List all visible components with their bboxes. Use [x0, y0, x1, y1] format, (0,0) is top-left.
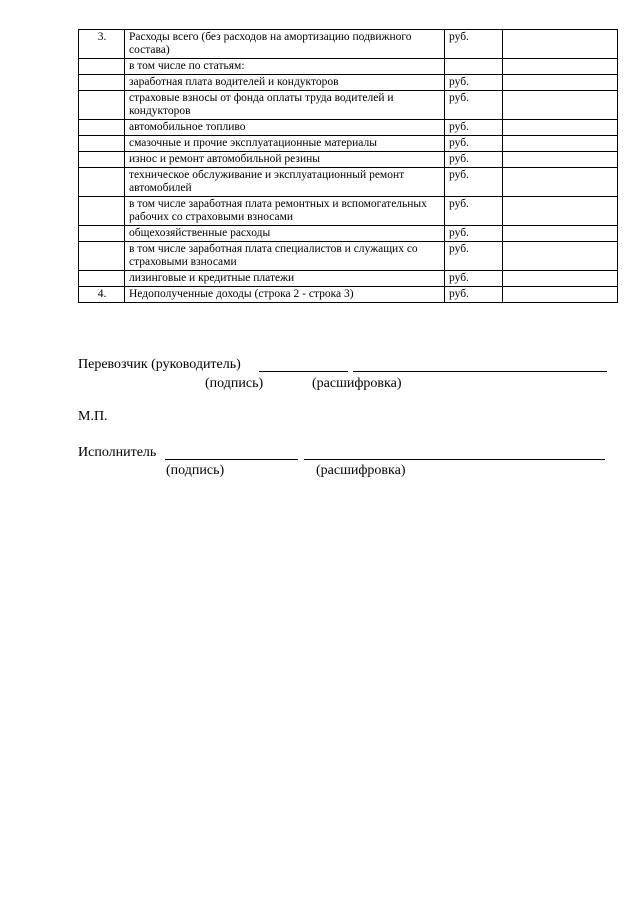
executor-signature-caption: (подпись): [166, 463, 225, 478]
row-unit: руб.: [445, 75, 503, 91]
table-row: [79, 30, 618, 59]
table-row: [79, 242, 618, 271]
row-unit: [445, 59, 503, 75]
stamp-mark: М.П.: [78, 409, 108, 424]
table-row: [79, 226, 618, 242]
row-number: [79, 136, 125, 152]
row-value: [503, 30, 618, 59]
row-description: страховые взносы от фонда оплаты труда водителей и кондукторов: [125, 91, 445, 120]
row-unit: руб.: [445, 136, 503, 152]
row-description: Расходы всего (без расходов на амортизацию подвижного состава): [125, 30, 445, 59]
table-row: [79, 75, 618, 91]
row-number: [79, 242, 125, 271]
executor-name-line[interactable]: [304, 459, 605, 460]
row-unit: руб.: [445, 242, 503, 271]
row-value: [503, 226, 618, 242]
row-description: износ и ремонт автомобильной резины: [125, 152, 445, 168]
row-number: [79, 75, 125, 91]
row-number: [79, 152, 125, 168]
row-unit: руб.: [445, 152, 503, 168]
row-value: [503, 152, 618, 168]
row-number: 4.: [79, 287, 125, 303]
row-value: [503, 197, 618, 226]
row-value: [503, 271, 618, 287]
table-row: [79, 287, 618, 303]
row-unit: руб.: [445, 120, 503, 136]
row-value: [503, 168, 618, 197]
row-unit: руб.: [445, 271, 503, 287]
table-row: [79, 136, 618, 152]
row-value: [503, 120, 618, 136]
row-number: [79, 271, 125, 287]
row-value: [503, 91, 618, 120]
row-description: смазочные и прочие эксплуатационные материалы: [125, 136, 445, 152]
row-description: техническое обслуживание и эксплуатационный ремонт автомобилей: [125, 168, 445, 197]
carrier-name-caption: (расшифровка): [312, 376, 402, 391]
row-description: автомобильное топливо: [125, 120, 445, 136]
row-value: [503, 242, 618, 271]
row-description: в том числе заработная плата ремонтных и вспомогательных рабочих со страховыми взносами: [125, 197, 445, 226]
table-row: [79, 120, 618, 136]
row-description: общехозяйственные расходы: [125, 226, 445, 242]
row-value: [503, 59, 618, 75]
row-number: [79, 168, 125, 197]
executor-name-caption: (расшифровка): [316, 463, 406, 478]
carrier-signature-line[interactable]: [259, 371, 348, 372]
row-number: [79, 59, 125, 75]
row-value: [503, 136, 618, 152]
row-number: [79, 120, 125, 136]
carrier-name-line[interactable]: [353, 371, 607, 372]
table-row: [79, 168, 618, 197]
carrier-signature-caption: (подпись): [205, 376, 264, 391]
row-description: лизинговые и кредитные платежи: [125, 271, 445, 287]
table-row: [79, 197, 618, 226]
expense-table: [78, 29, 618, 303]
table-row: [79, 59, 618, 75]
carrier-label: Перевозчик (руководитель): [78, 357, 241, 372]
table-row: [79, 271, 618, 287]
row-unit: руб.: [445, 226, 503, 242]
row-description: в том числе по статьям:: [125, 59, 445, 75]
table-row: [79, 152, 618, 168]
table-row: [79, 91, 618, 120]
row-unit: руб.: [445, 287, 503, 303]
row-value: [503, 75, 618, 91]
row-unit: руб.: [445, 197, 503, 226]
executor-label: Исполнитель: [78, 445, 157, 460]
row-number: [79, 91, 125, 120]
row-number: [79, 226, 125, 242]
row-number: 3.: [79, 30, 125, 59]
row-unit: руб.: [445, 30, 503, 59]
row-description: в том числе заработная плата специалистов и служащих со страховыми взносами: [125, 242, 445, 271]
row-description: Недополученные доходы (строка 2 - строка 3): [125, 287, 445, 303]
row-number: [79, 197, 125, 226]
row-description: заработная плата водителей и кондукторов: [125, 75, 445, 91]
executor-signature-line[interactable]: [165, 459, 298, 460]
row-unit: руб.: [445, 168, 503, 197]
row-unit: руб.: [445, 91, 503, 120]
row-value: [503, 287, 618, 303]
